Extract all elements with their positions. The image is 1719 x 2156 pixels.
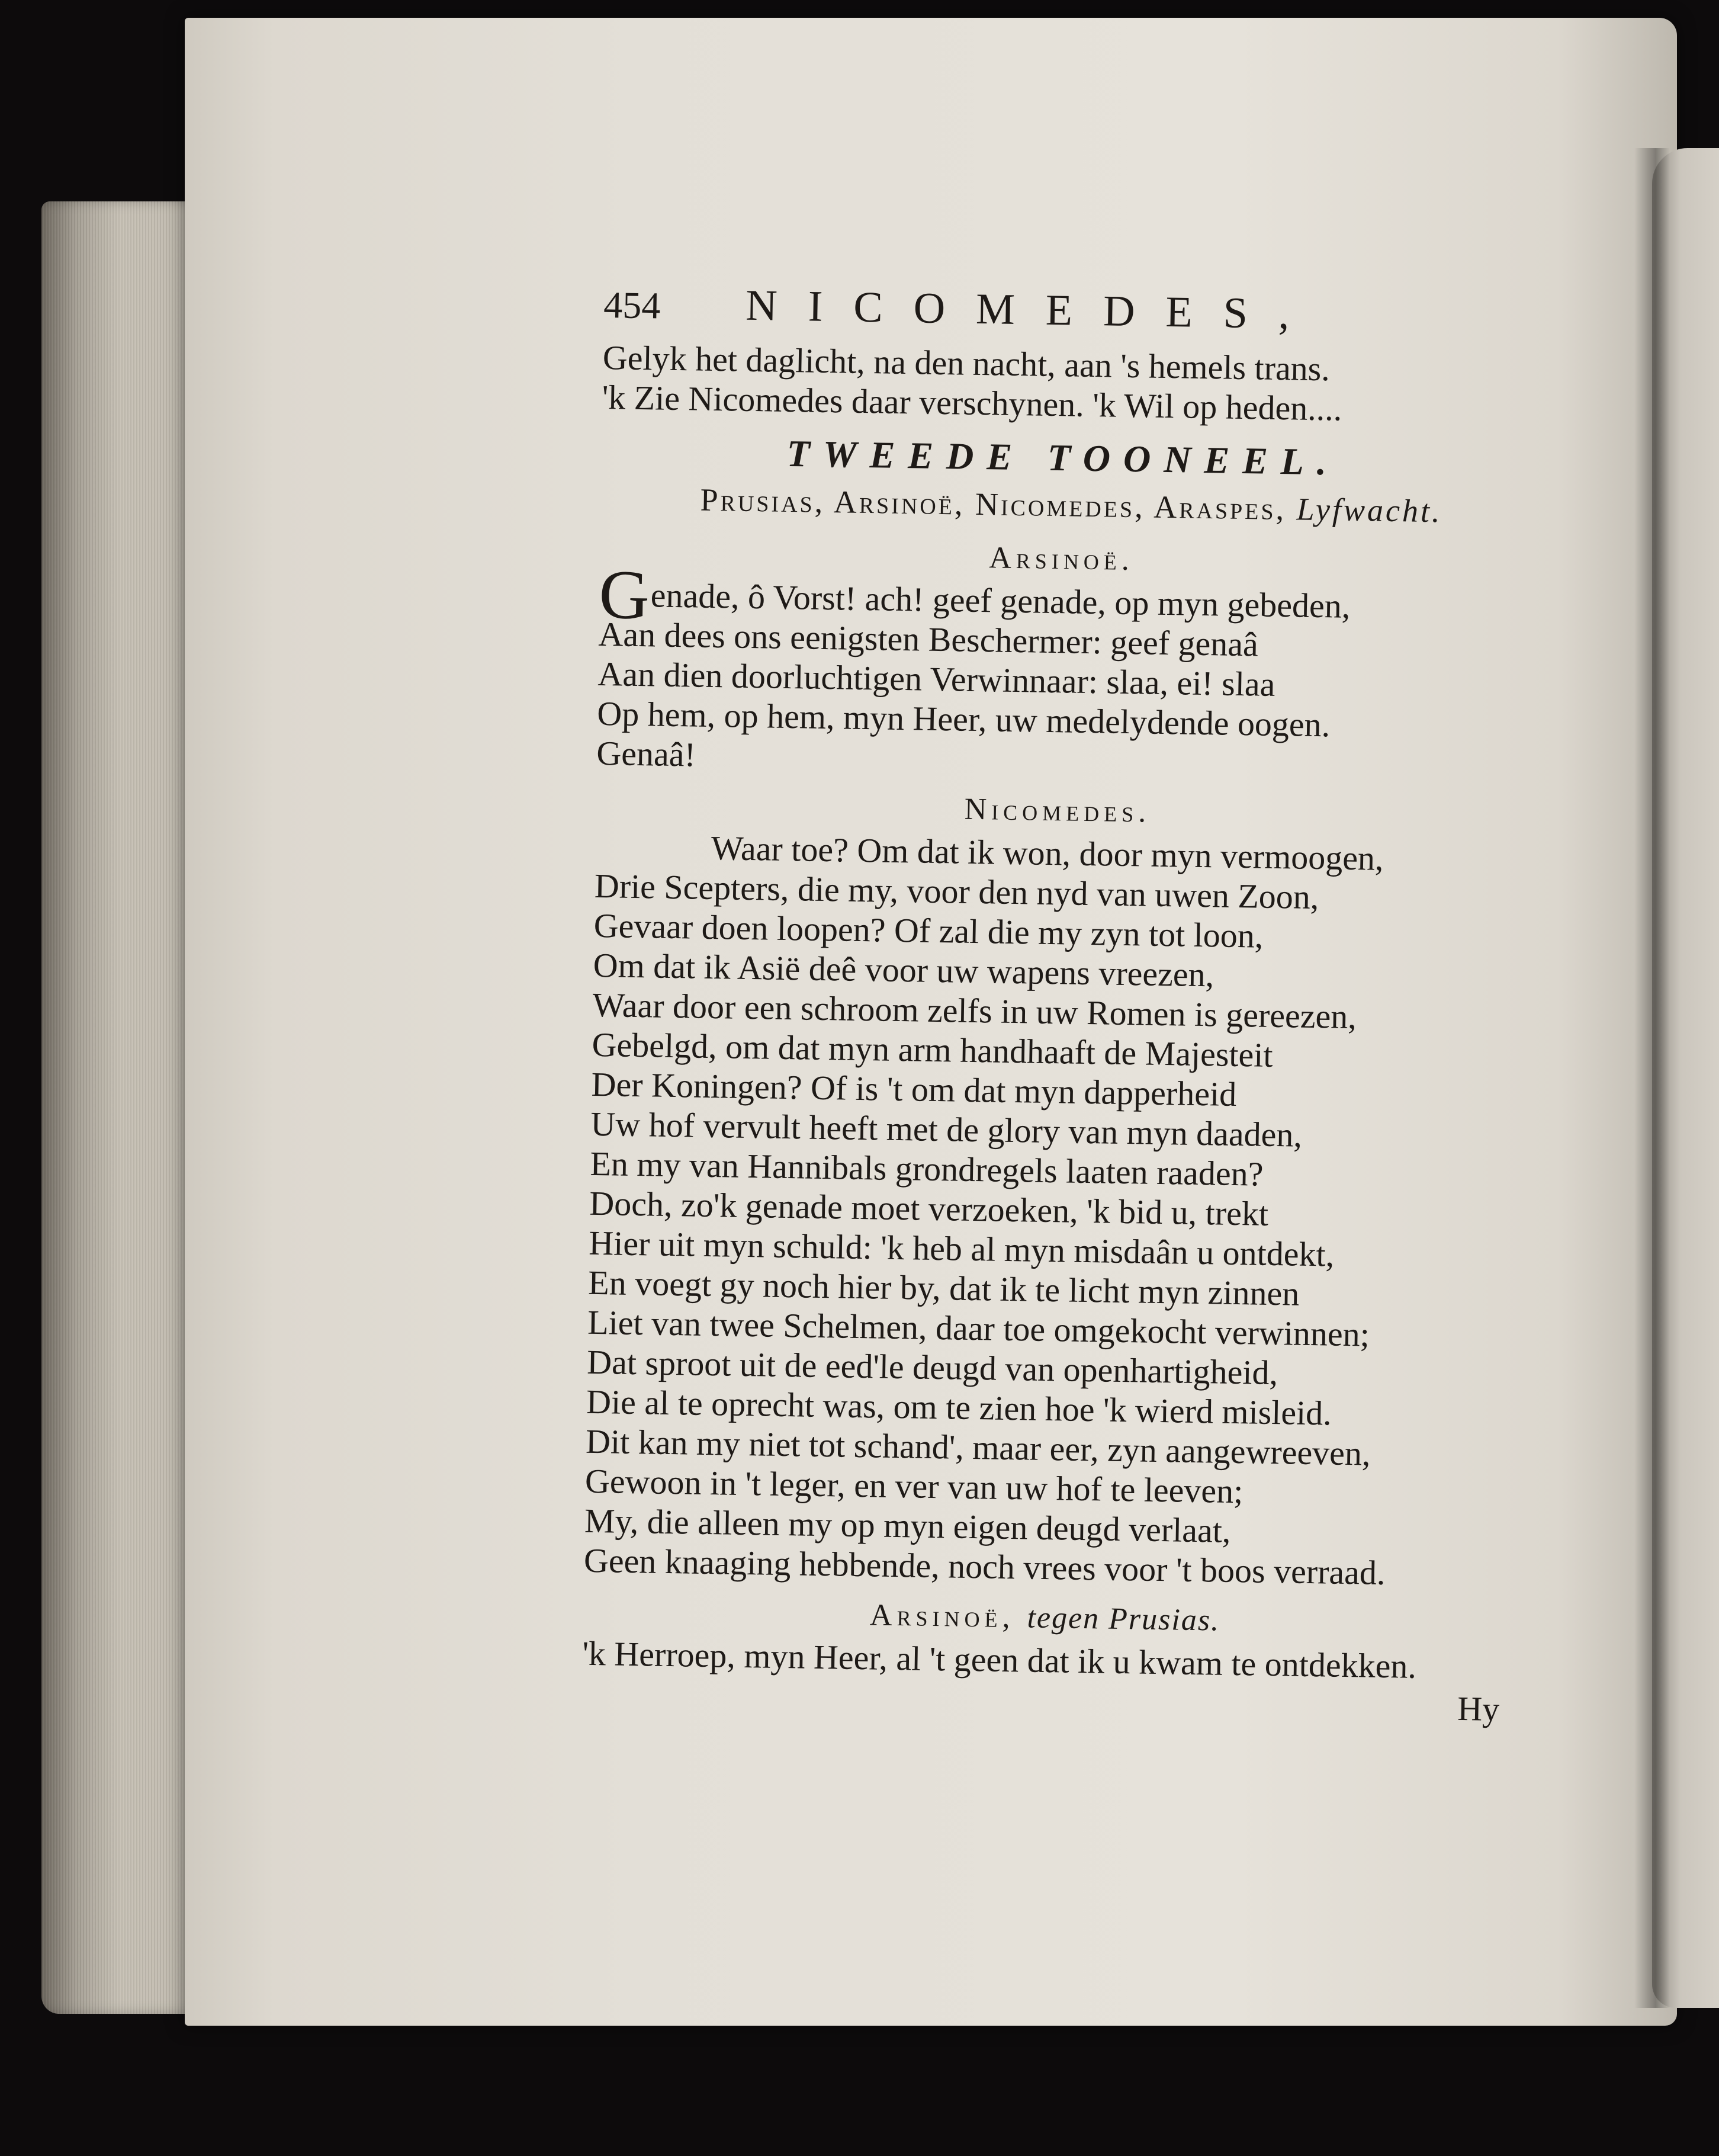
verse-line: Waar door een schroom zelfs in uw Romen is gereezen, [592,985,1357,1037]
verse-line: Hier uit myn schuld: 'k heb al myn misdaân u ontdekt, [588,1223,1335,1274]
scene-title: TWEEDE TOONEEL. [786,432,1340,483]
stage-direction: tegen Prusias. [1027,1600,1220,1638]
verse-line: 'k Zie Nicomedes daar verschynen. 'k Wil op heden.... [602,377,1342,428]
cast-guard: Lyfwacht. [1296,491,1442,530]
verse-line: Uw hof vervult heeft met de glory van myn daaden, [590,1104,1303,1154]
verse-line: Aan dien doorluchtigen Verwinnaar: slaa, ei! slaa [597,654,1275,704]
verse-line: En my van Hannibals grondregels laaten raaden? [590,1144,1264,1194]
speaker-label: Arsinoë, [869,1598,1016,1635]
verse-line: Gebelgd, om dat myn arm handhaaft de Majesteit [592,1025,1274,1074]
verse-line: Op hem, op hem, myn Heer, uw medelydende oogen. [596,694,1331,745]
speaker-name: Nicomedes. [964,792,1151,829]
running-title: NICOMEDES, [745,281,1321,339]
verse-line: Geen knaaging hebbende, noch vrees voor 't boos verraad. [583,1541,1386,1592]
catchword: Hy [1457,1689,1500,1729]
verse-line-text: enade, ô Vorst! ach! geef genade, op myn gebeden, [650,576,1351,625]
verse-line: Dit kan my niet tot schand', maar eer, zyn aangewreeven, [585,1422,1371,1473]
page-number: 454 [603,283,661,327]
verse-line: Die al te oprecht was, om te zien hoe 'k wierd misleid. [586,1382,1332,1433]
verse-line: Drie Scepters, die my, voor den nyd van uwen Zoon, [594,866,1319,917]
verse-line: Doch, zo'k genade moet verzoeken, 'k bid u, trekt [589,1183,1269,1233]
page-text [581,278,1528,1731]
drop-cap: G [598,555,650,634]
verse-line: Der Koningen? Of is 't om dat myn dapperheid [591,1064,1237,1114]
verse-line: Gevaar doen loopen? Of zal die my zyn tot loon, [593,906,1264,955]
verse-line: Gewoon in 't leger, en ver van uw hof te leeven; [584,1461,1244,1511]
verse-line: Liet van twee Schelmen, daar toe omgekocht verwinnen; [587,1302,1370,1354]
cast-names: Prusias, Arsinoë, Nicomedes, Araspes, [700,482,1287,527]
verse-line: Genaâ! [596,733,696,774]
verse-line: Om dat ik Asië deê voor uw wapens vreezen, [593,945,1214,994]
verse-line: Aan dees ons eenigsten Beschermer: geef genaâ [598,614,1259,664]
verse-line: 'k Herroep, myn Heer, al 't geen dat ik u kwam te ontdekken. [582,1634,1417,1686]
verse-line: Gelyk het daglicht, na den nacht, aan 's hemels trans. [602,338,1331,389]
speaker-name: Arsinoë. [988,541,1135,578]
verse-line: Dat sproot uit de eed'le deugd van openhartigheid, [586,1342,1278,1393]
gutter-shadow [1634,148,1670,2008]
verse-line: En voegt gy noch hier by, dat ik te licht myn zinnen [587,1263,1300,1313]
verse-line: My, die alleen my op myn eigen deugd verlaat, [584,1501,1231,1550]
verse-line: Waar toe? Om dat ik won, door myn vermoogen, [711,828,1384,878]
